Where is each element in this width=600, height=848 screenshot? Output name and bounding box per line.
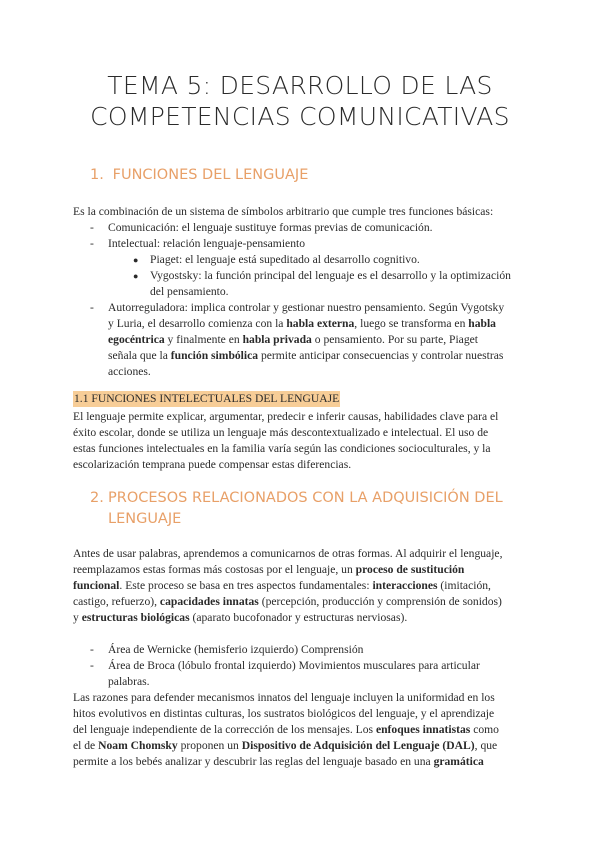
page-title — [40, 70, 560, 132]
term-capacidades-innatas: capacidades innatas — [159, 595, 259, 608]
section-2-number: 2. — [90, 490, 104, 506]
term-egocentrica: egocéntrica — [108, 333, 165, 346]
dash-bullet: - — [90, 237, 94, 250]
dash-bullet: - — [90, 221, 94, 234]
section-2-title-line-2: LENGUAJE — [108, 511, 182, 527]
section-1-heading — [90, 165, 308, 186]
term-habla-privada: habla privada — [242, 333, 312, 346]
term-enfoques-innatistas: enfoques innatistas — [375, 723, 471, 736]
paragraph-procesos: Antes de usar palabras, aprendemos a comunicarnos de otras formas. Al adquirir el lenguaje, reemplazamos estas formas más costosas por el lenguaje, un proceso de sustitución funcional. Este proceso se basa en tres aspectos fundamentales: interacciones (imitación, castigo, refuerzo), capacidades innatas (percepción, producción y comprensión de sonidos) y estructuras biológicas (aparato bucofonador y estructuras nerviosas). — [73, 547, 503, 624]
subsection-heading: 1.1 FUNCIONES INTELECTUALES DEL LENGUAJE — [74, 392, 340, 405]
section-1-number: 1. — [90, 167, 104, 183]
term-funcional: funcional — [73, 579, 120, 592]
term-dal: Dispositivo de Adquisición del Lenguaje (DAL) — [241, 739, 475, 752]
term-habla-externa: habla externa — [286, 317, 355, 330]
dot-bullet: ● — [133, 271, 139, 281]
item-comunicacion: Comunicación: el lenguaje sustituye formas previas de comunicación. — [108, 221, 433, 234]
term-interacciones: interacciones — [372, 579, 438, 592]
item-broca: Área de Broca (lóbulo frontal izquierdo) Movimientos musculares para articular palabras. — [108, 659, 480, 688]
dash-bullet: - — [90, 643, 94, 656]
section-2-title-line-1: PROCESOS RELACIONADOS CON LA ADQUISICIÓN DEL — [108, 490, 503, 506]
section-2-heading — [90, 488, 503, 530]
term-noam-chomsky: Noam Chomsky — [98, 739, 178, 752]
dot-bullet: ● — [133, 255, 139, 265]
dash-bullet: - — [90, 301, 94, 314]
term-estructuras-biologicas: estructuras biológicas — [81, 611, 190, 624]
item-piaget: Piaget: el lenguaje está supeditado al desarrollo cognitivo. — [150, 253, 420, 266]
title-line-2: COMPETENCIAS COMUNICATIVAS — [90, 102, 510, 131]
item-wernicke: Área de Wernicke (hemisferio izquierdo) Comprensión — [108, 643, 364, 656]
title-line-1: TEMA 5: DESARROLLO DE LAS — [107, 71, 493, 100]
auto-line-2: y Luria, el desarrollo comienza con la habla externa, luego se transforma en habla — [108, 317, 496, 330]
item-autorreguladora — [108, 300, 528, 380]
item-vygotsky-line-2: del pensamiento. — [150, 285, 229, 298]
item-vygotsky-line-1: Vygostsky: la función principal del lenguaje es el desarrollo y la optimización — [150, 269, 511, 282]
paragraph-innatismo: Las razones para defender mecanismos innatos del lenguaje incluyen la uniformidad en los hitos evolutivos en distintas culturas, los sustratos biológicos del lenguaje, y el aprendizaje del lenguaje independiente de la corrección de los mensajes. Los enfoques innatistas como el de Noam Chomsky proponen un Dispositivo de Adquisición del Lenguaje (DAL), que permite a los bebés analizar y descubrir las reglas del lenguaje basado en una gramática — [73, 691, 499, 768]
auto-line-4: señala que la función simbólica permite anticipar consecuencias y controlar nuestras — [108, 349, 504, 362]
intro-text: Es la combinación de un sistema de símbolos arbitrario que cumple tres funciones básicas: — [73, 205, 494, 218]
term-gramatica: gramática — [433, 755, 484, 768]
paragraph-funciones-intelectuales: El lenguaje permite explicar, argumentar, predecir e inferir causas, habilidades clave para el éxito escolar, donde se utiliza un lenguaje más descontextualizado e intelectual. El uso de estas funciones intelectuales en la familia varía según las condiciones socioculturales, y la escolarización temprana puede compensar estas diferencias. — [73, 410, 499, 471]
auto-line-5: acciones. — [108, 365, 151, 378]
section-1-title: FUNCIONES DEL LENGUAJE — [112, 167, 309, 183]
term-proceso-sustitucion: proceso de sustitución — [355, 563, 465, 576]
term-funcion-simbolica: función simbólica — [170, 349, 259, 362]
auto-line-1: Autorreguladora: implica controlar y gestionar nuestro pensamiento. Según Vygotsky — [108, 301, 505, 314]
term-habla: habla — [468, 317, 496, 330]
item-intelectual: Intelectual: relación lenguaje-pensamiento — [108, 237, 306, 250]
auto-line-3: egocéntrica y finalmente en habla privada o pensamiento. Por su parte, Piaget — [108, 333, 478, 346]
dash-bullet: - — [90, 659, 94, 672]
